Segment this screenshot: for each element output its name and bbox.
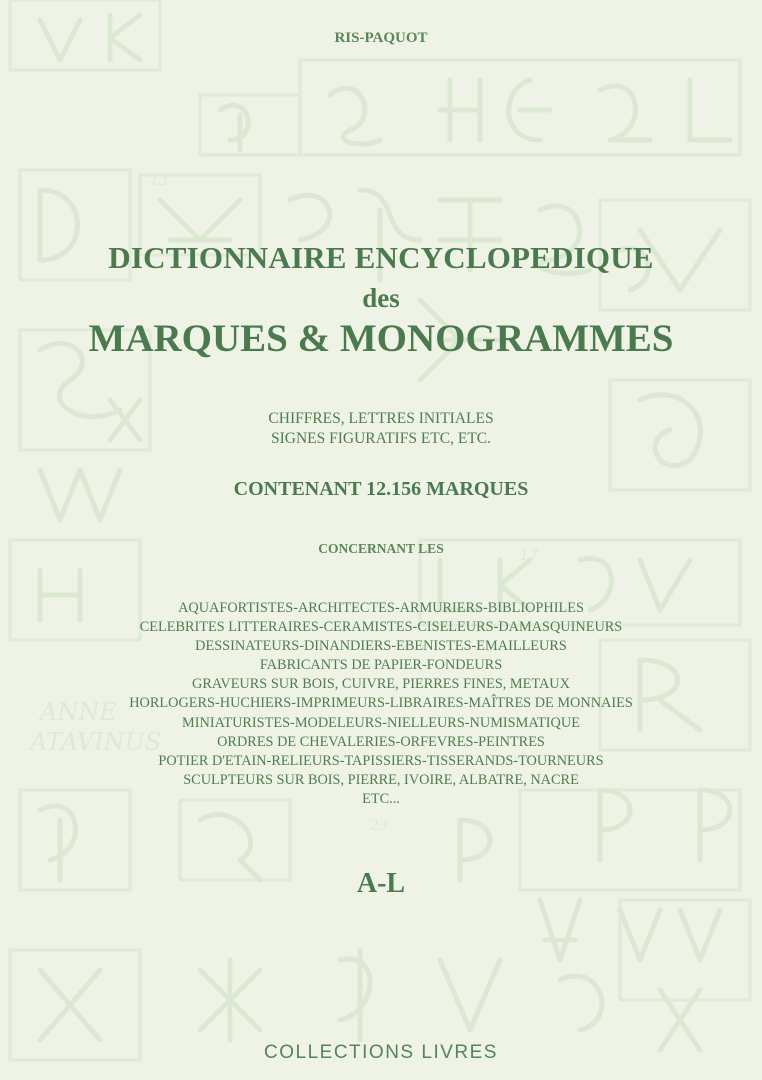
trade-line: DESSINATEURS-DINANDIERS-EBENISTES-EMAILLEURS	[195, 638, 567, 655]
trade-line: POTIER D'ETAIN-RELIEURS-TAPISSIERS-TISSERANDS-TOURNEURS	[158, 752, 604, 769]
trade-line: SCULPTEURS SUR BOIS, PIERRE, IVOIRE, ALBATRE, NACRE	[183, 771, 579, 788]
title-line-1: DICTIONNAIRE ENCYCLOPEDIQUE	[108, 240, 654, 275]
trade-line: ETC...	[362, 790, 400, 807]
svg-text:23: 23	[370, 818, 388, 834]
trade-line: FABRICANTS DE PAPIER-FONDEURS	[259, 657, 503, 674]
trades-list	[0, 599, 762, 809]
volume-label: A-L	[356, 868, 406, 899]
collection-name: COLLECTIONS LIVRES	[264, 1042, 498, 1063]
svg-text:17: 17	[520, 548, 538, 564]
title-line-3: MARQUES & MONOGRAMMES	[88, 317, 674, 360]
trade-line: GRAVEURS SUR BOIS, CUIVRE, PIERRES FINES, METAUX	[192, 676, 570, 693]
subtitle-line-2: SIGNES FIGURATIFS ETC, ETC.	[270, 430, 492, 447]
author-name: RIS-PAQUOT	[334, 30, 428, 46]
trade-line: AQUAFORTISTES-ARCHITECTES-ARMURIERS-BIBLIOPHILES	[178, 600, 584, 616]
concerning-heading: CONCERNANT LES	[318, 541, 444, 556]
title-line-2: des	[362, 283, 400, 313]
subtitle-line-1: CHIFFRES, LETTRES INITIALES	[268, 410, 494, 427]
svg-text:13: 13	[150, 173, 168, 189]
svg-text:ANNE: ANNE	[40, 698, 117, 726]
trade-line: CELEBRITES LITTERAIRES-CERAMISTES-CISELEURS-DAMASQUINEURS	[139, 619, 623, 636]
marks-count: CONTENANT 12.156 MARQUES	[233, 478, 529, 500]
trade-line: MINIATURISTES-MODELEURS-NIELLEURS-NUMISMATIQUE	[182, 714, 580, 731]
svg-text:ATAVINUS: ATAVINUS	[30, 728, 162, 756]
trade-line: HORLOGERS-HUCHIERS-IMPRIMEURS-LIBRAIRES-MAÎTRES DE MONNAIES	[129, 695, 633, 712]
trade-line: ORDRES DE CHEVALERIES-ORFEVRES-PEINTRES	[217, 733, 545, 750]
